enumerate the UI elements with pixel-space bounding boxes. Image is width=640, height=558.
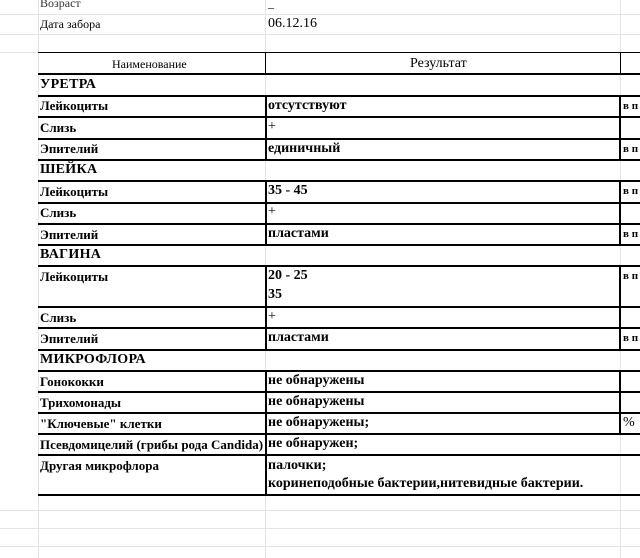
row-value-second-line: коринеподобные бактерии,нитевидные бактерии. xyxy=(268,476,584,491)
table-border xyxy=(265,52,266,74)
table-border xyxy=(38,349,640,351)
row-value: пластами xyxy=(268,226,329,241)
row-name: Эпителий xyxy=(40,331,99,346)
row-value: + xyxy=(268,309,276,324)
row-name: "Ключевые" клетки xyxy=(40,416,162,431)
row-name: Слизь xyxy=(40,120,77,135)
table-border xyxy=(38,180,640,182)
row-name: Лейкоциты xyxy=(40,184,109,199)
row-value: 20 - 25 xyxy=(268,268,308,283)
table-border xyxy=(38,223,640,225)
table-border xyxy=(38,52,640,53)
table-border xyxy=(620,52,621,74)
row-name: Другая микрофлора xyxy=(40,458,159,473)
row-value: не обнаружен; xyxy=(268,436,359,451)
row-value: палочки; xyxy=(268,458,327,473)
grid-line xyxy=(0,34,640,35)
section-title-microflora: МИКРОФЛОРА xyxy=(40,352,146,367)
row-value: пластами xyxy=(268,330,329,345)
table-border xyxy=(265,95,267,159)
table-border xyxy=(38,202,640,204)
row-name: Эпителий xyxy=(40,227,99,242)
table-border xyxy=(619,370,621,433)
table-border xyxy=(38,265,640,267)
table-border xyxy=(265,180,267,244)
header-name-col: Наименование xyxy=(112,57,187,71)
row-extra: в п xyxy=(623,228,639,240)
table-border xyxy=(38,454,640,456)
date-label: Дата забора xyxy=(40,17,101,31)
section-title-urethra: УРЕТРА xyxy=(40,77,97,92)
row-extra: в п xyxy=(623,143,639,155)
date-value: 06.12.16 xyxy=(268,16,317,31)
table-border xyxy=(38,327,640,329)
table-border xyxy=(38,370,640,372)
row-extra: в п xyxy=(623,270,639,282)
section-title-cervix: ШЕЙКА xyxy=(40,162,98,177)
row-name: Слизь xyxy=(40,310,77,325)
age-value: _ xyxy=(268,0,274,10)
row-extra: в п xyxy=(623,185,639,197)
row-value: не обнаружены; xyxy=(268,415,370,430)
row-name: Эпителий xyxy=(40,141,99,156)
table-border xyxy=(38,159,640,161)
row-extra: в п xyxy=(623,332,639,344)
table-border xyxy=(38,73,640,75)
row-value-second-line: 35 xyxy=(268,287,282,302)
row-value: не обнаружены xyxy=(268,373,365,388)
grid-line xyxy=(38,0,39,558)
row-name: Лейкоциты xyxy=(40,269,109,284)
row-value: не обнаружены xyxy=(268,394,365,409)
grid-line xyxy=(0,528,640,529)
table-border xyxy=(619,180,621,244)
row-name: Трихомонады xyxy=(40,395,122,410)
table-border xyxy=(38,494,640,496)
row-value: + xyxy=(268,119,276,134)
table-border xyxy=(38,412,640,414)
row-value: отсутствуют xyxy=(268,98,347,113)
row-value: единичный xyxy=(268,141,341,156)
grid-line xyxy=(0,546,640,547)
table-border xyxy=(619,95,621,159)
row-name: Гонококки xyxy=(40,374,104,389)
table-border xyxy=(38,116,640,118)
table-border xyxy=(265,370,267,494)
table-border xyxy=(38,391,640,393)
section-title-vagina: ВАГИНА xyxy=(40,247,102,262)
table-border xyxy=(265,265,267,349)
row-value: 35 - 45 xyxy=(268,183,308,198)
table-border xyxy=(38,306,640,308)
table-border xyxy=(619,265,621,349)
grid-line xyxy=(0,510,640,511)
table-border xyxy=(38,433,640,435)
table-border xyxy=(38,138,640,140)
row-name: Слизь xyxy=(40,205,77,220)
header-result-col: Результат xyxy=(410,56,467,71)
row-name: Лейкоциты xyxy=(40,98,109,113)
grid-line xyxy=(0,14,640,15)
row-extra: % xyxy=(623,415,635,430)
row-extra: в п xyxy=(623,100,639,112)
table-border xyxy=(38,244,640,246)
row-name: Псевдомицелий (грибы рода Candida) xyxy=(40,437,264,452)
table-border xyxy=(38,95,640,97)
row-value: + xyxy=(268,204,276,219)
age-label: Возраст xyxy=(40,0,81,10)
